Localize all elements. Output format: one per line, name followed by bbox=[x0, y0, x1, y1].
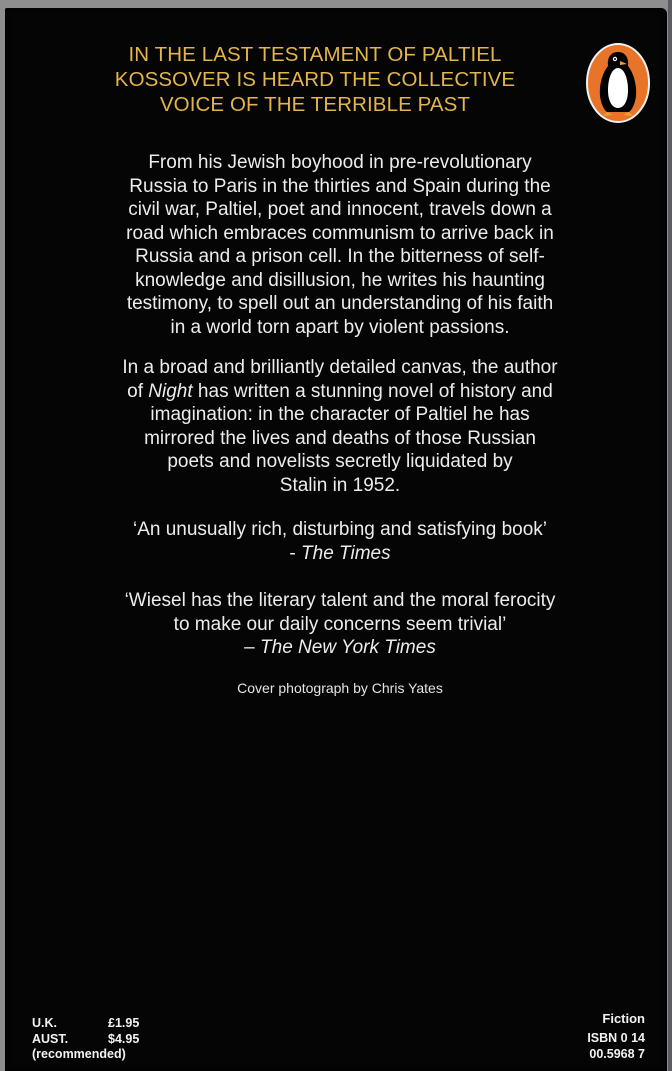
blurb-line: Russia and a prison cell. In the bitterness of self- bbox=[135, 246, 545, 267]
blurb-line: mirrored the lives and deaths of those Russian bbox=[144, 427, 536, 449]
blurb-line: civil war, Paltiel, poet and innocent, travels down a bbox=[128, 199, 552, 220]
price-region: AUST. bbox=[32, 1031, 69, 1046]
penguin-icon bbox=[585, 42, 651, 124]
headline-line: KOSSOVER IS HEARD THE COLLECTIVE bbox=[114, 68, 516, 91]
blurb-line: road which embraces communism to arrive back in bbox=[126, 222, 554, 244]
quote-source: The Times bbox=[301, 542, 391, 564]
blurb-line: Russia to Paris in the thirties and Spain during the bbox=[129, 175, 551, 197]
blurb-line: Stalin in 1952. bbox=[279, 474, 401, 496]
cover-edge bbox=[668, 0, 672, 1071]
isbn-line: ISBN 0 14 bbox=[587, 1031, 645, 1045]
blurb-line bbox=[25, 380, 655, 404]
blurb-line: In a broad and brilliantly detailed canvas, the author bbox=[122, 357, 558, 378]
isbn-line: 00.5968 7 bbox=[589, 1047, 645, 1061]
blurb-line: knowledge and disillusion, he writes his haunting bbox=[135, 269, 545, 291]
category-label: Fiction bbox=[602, 1011, 645, 1026]
quote-source: The New York Times bbox=[260, 637, 436, 658]
quote-line: ‘An unusually rich, disturbing and satisfying book’ bbox=[132, 519, 547, 540]
quote-attribution bbox=[25, 542, 655, 566]
blurb-text: has written a stunning novel of history and bbox=[192, 380, 553, 402]
price-region: U.K. bbox=[32, 1016, 57, 1030]
blurb-line: in a world torn apart by violent passions. bbox=[170, 316, 510, 338]
penguin-logo bbox=[585, 42, 651, 124]
review-quote-2 bbox=[25, 589, 655, 660]
attribution-dash: - bbox=[289, 542, 302, 564]
catalog-block bbox=[587, 1011, 645, 1062]
blurb-line: testimony, to spell out an understanding of his faith bbox=[126, 293, 554, 314]
price-note: (recommended) bbox=[32, 1047, 126, 1061]
quote-attribution bbox=[25, 636, 655, 660]
headline-line: IN THE LAST TESTAMENT OF PALTIEL bbox=[128, 43, 502, 66]
blurb-line: poets and novelists secretly liquidated by bbox=[167, 451, 513, 472]
blurb-paragraph-2 bbox=[25, 356, 655, 497]
photo-credit: Cover photograph by Chris Yates bbox=[237, 680, 443, 696]
quote-line: ‘Wiesel has the literary talent and the moral ferocity bbox=[124, 590, 556, 611]
price-block bbox=[32, 1016, 139, 1063]
book-back-cover bbox=[5, 8, 667, 1071]
blurb-text: of bbox=[127, 380, 149, 402]
headline bbox=[45, 42, 585, 117]
price-row bbox=[32, 1032, 139, 1048]
book-title-night: Night bbox=[148, 380, 193, 402]
review-quote-1 bbox=[25, 518, 655, 565]
blurb-line: imagination: in the character of Paltiel he has bbox=[150, 404, 530, 425]
price-value: $4.95 bbox=[108, 1031, 140, 1046]
headline-line: VOICE OF THE TERRIBLE PAST bbox=[159, 93, 471, 116]
price-value: £1.95 bbox=[108, 1016, 140, 1030]
quote-line: to make our daily concerns seem trivial’ bbox=[173, 613, 507, 635]
blurb-line: From his Jewish boyhood in pre-revolutionary bbox=[148, 152, 532, 173]
blurb-paragraph-1 bbox=[25, 151, 655, 339]
attribution-dash: – bbox=[244, 637, 261, 658]
price-row bbox=[32, 1016, 139, 1032]
